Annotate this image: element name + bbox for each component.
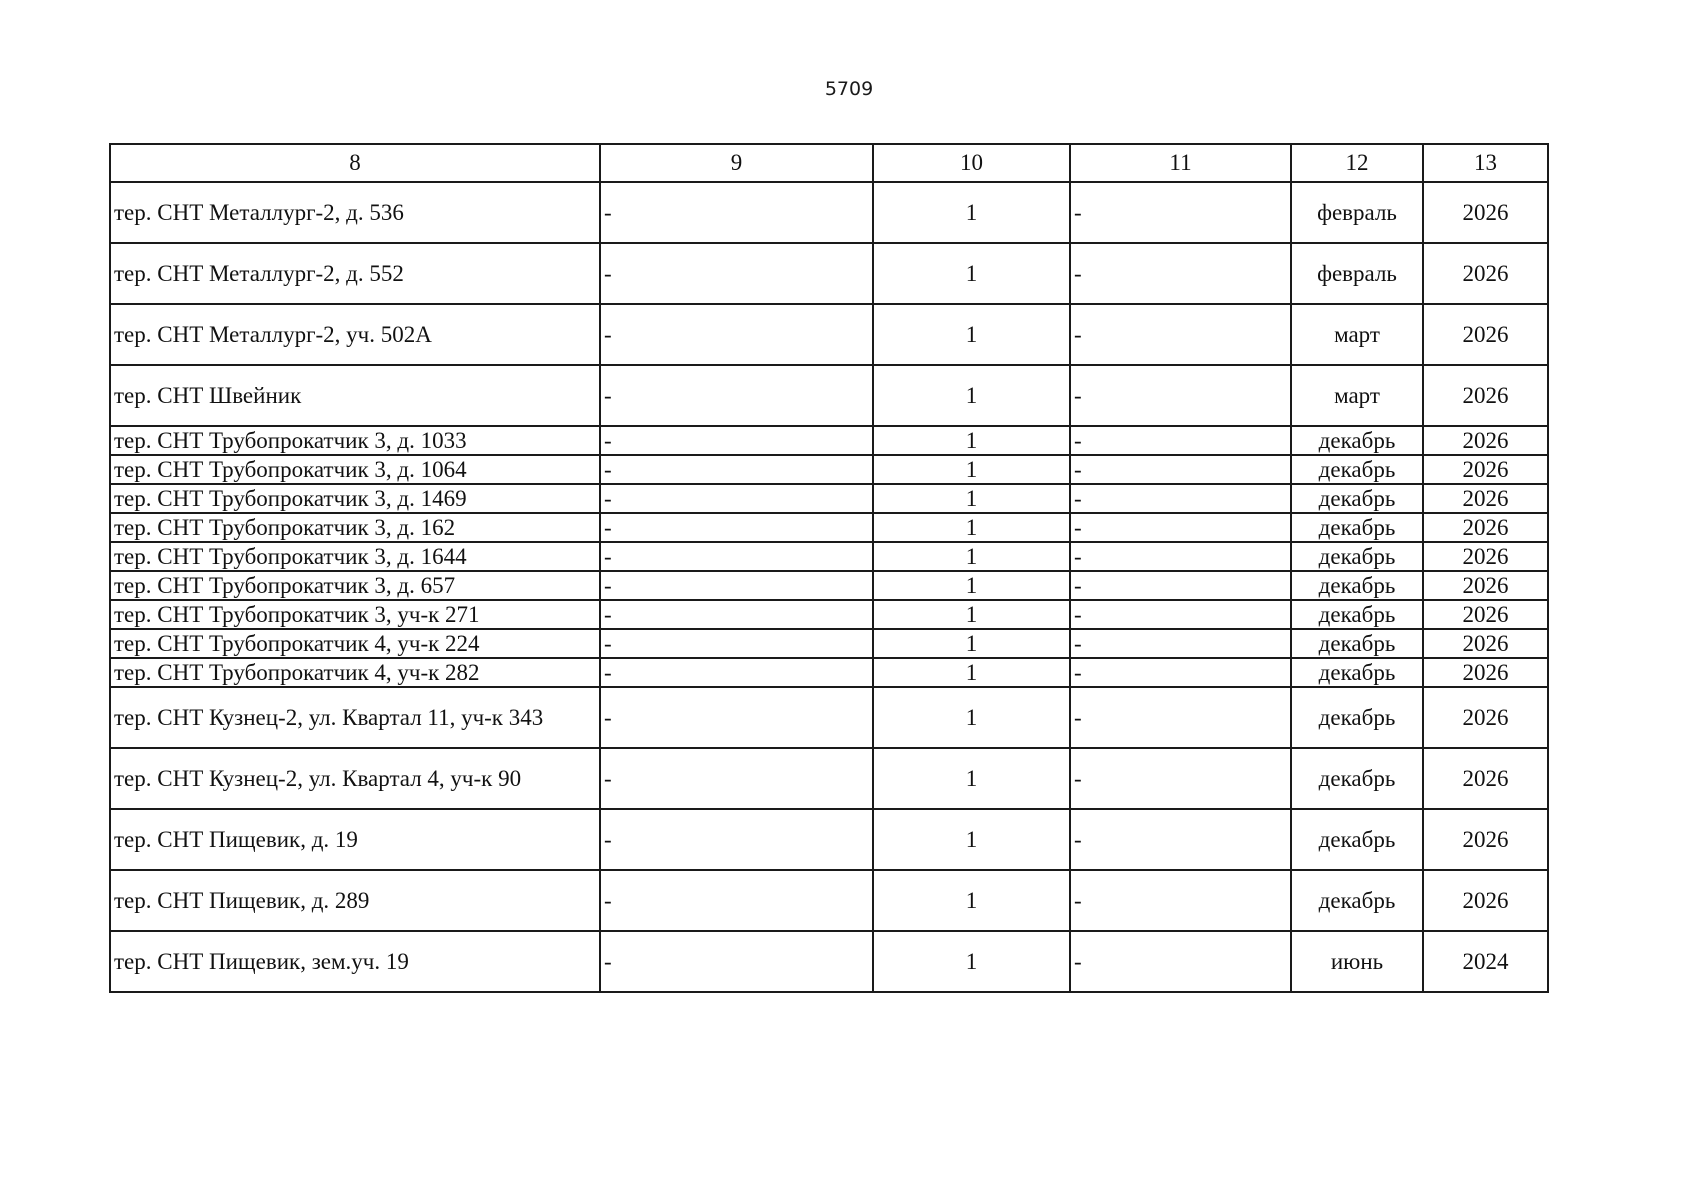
year-cell: 2026	[1423, 455, 1548, 484]
address-cell: тер. СНТ Швейник	[110, 365, 600, 426]
col11-cell: -	[1070, 748, 1291, 809]
table-row	[110, 931, 1548, 992]
quantity-cell: 1	[873, 182, 1070, 243]
quantity-cell: 1	[873, 687, 1070, 748]
quantity-cell: 1	[873, 809, 1070, 870]
col11-cell: -	[1070, 600, 1291, 629]
quantity-cell: 1	[873, 542, 1070, 571]
col9-cell: -	[600, 687, 873, 748]
quantity-cell: 1	[873, 484, 1070, 513]
month-cell: декабрь	[1291, 513, 1423, 542]
quantity-cell: 1	[873, 365, 1070, 426]
table-row	[110, 182, 1548, 243]
table-row	[110, 484, 1548, 513]
year-cell: 2026	[1423, 571, 1548, 600]
year-cell: 2026	[1423, 513, 1548, 542]
year-cell: 2026	[1423, 182, 1548, 243]
address-cell: тер. СНТ Пищевик, д. 289	[110, 870, 600, 931]
col9-cell: -	[600, 243, 873, 304]
month-cell: декабрь	[1291, 455, 1423, 484]
address-cell: тер. СНТ Кузнец-2, ул. Квартал 4, уч-к 90	[110, 748, 600, 809]
col11-cell: -	[1070, 426, 1291, 455]
col9-cell: -	[600, 571, 873, 600]
month-cell: декабрь	[1291, 658, 1423, 687]
table-row	[110, 455, 1548, 484]
month-cell: декабрь	[1291, 542, 1423, 571]
col9-cell: -	[600, 426, 873, 455]
table-row	[110, 870, 1548, 931]
month-cell: февраль	[1291, 243, 1423, 304]
col9-cell: -	[600, 809, 873, 870]
col11-cell: -	[1070, 542, 1291, 571]
col9-cell: -	[600, 658, 873, 687]
address-cell: тер. СНТ Трубопрокатчик 3, д. 1033	[110, 426, 600, 455]
col9-cell: -	[600, 542, 873, 571]
col9-cell: -	[600, 870, 873, 931]
year-cell: 2026	[1423, 426, 1548, 455]
header-col-11: 11	[1070, 144, 1291, 182]
year-cell: 2026	[1423, 870, 1548, 931]
table-row	[110, 629, 1548, 658]
schedule-table	[109, 143, 1549, 993]
table-row	[110, 809, 1548, 870]
month-cell: март	[1291, 365, 1423, 426]
year-cell: 2026	[1423, 365, 1548, 426]
month-cell: декабрь	[1291, 748, 1423, 809]
header-row	[110, 144, 1548, 182]
col9-cell: -	[600, 600, 873, 629]
col11-cell: -	[1070, 809, 1291, 870]
col11-cell: -	[1070, 931, 1291, 992]
quantity-cell: 1	[873, 426, 1070, 455]
table-row	[110, 542, 1548, 571]
year-cell: 2026	[1423, 243, 1548, 304]
month-cell: декабрь	[1291, 484, 1423, 513]
address-cell: тер. СНТ Трубопрокатчик 3, д. 1644	[110, 542, 600, 571]
table-row	[110, 600, 1548, 629]
year-cell: 2026	[1423, 542, 1548, 571]
month-cell: декабрь	[1291, 600, 1423, 629]
address-cell: тер. СНТ Металлург-2, д. 536	[110, 182, 600, 243]
quantity-cell: 1	[873, 658, 1070, 687]
address-cell: тер. СНТ Трубопрокатчик 3, д. 162	[110, 513, 600, 542]
address-cell: тер. СНТ Кузнец-2, ул. Квартал 11, уч-к 343	[110, 687, 600, 748]
col11-cell: -	[1070, 629, 1291, 658]
year-cell: 2026	[1423, 484, 1548, 513]
col11-cell: -	[1070, 455, 1291, 484]
col11-cell: -	[1070, 484, 1291, 513]
col11-cell: -	[1070, 687, 1291, 748]
quantity-cell: 1	[873, 870, 1070, 931]
header-col-12: 12	[1291, 144, 1423, 182]
year-cell: 2026	[1423, 809, 1548, 870]
quantity-cell: 1	[873, 571, 1070, 600]
address-cell: тер. СНТ Металлург-2, уч. 502А	[110, 304, 600, 365]
month-cell: декабрь	[1291, 571, 1423, 600]
table-row	[110, 365, 1548, 426]
quantity-cell: 1	[873, 455, 1070, 484]
month-cell: декабрь	[1291, 870, 1423, 931]
quantity-cell: 1	[873, 304, 1070, 365]
col11-cell: -	[1070, 304, 1291, 365]
month-cell: декабрь	[1291, 687, 1423, 748]
col9-cell: -	[600, 365, 873, 426]
col9-cell: -	[600, 304, 873, 365]
year-cell: 2024	[1423, 931, 1548, 992]
year-cell: 2026	[1423, 629, 1548, 658]
month-cell: декабрь	[1291, 809, 1423, 870]
col9-cell: -	[600, 513, 873, 542]
month-cell: июнь	[1291, 931, 1423, 992]
table-row	[110, 658, 1548, 687]
table-row	[110, 571, 1548, 600]
address-cell: тер. СНТ Трубопрокатчик 3, уч-к 271	[110, 600, 600, 629]
quantity-cell: 1	[873, 931, 1070, 992]
address-cell: тер. СНТ Трубопрокатчик 3, д. 1469	[110, 484, 600, 513]
table-row	[110, 243, 1548, 304]
month-cell: февраль	[1291, 182, 1423, 243]
header-col-9: 9	[600, 144, 873, 182]
address-cell: тер. СНТ Трубопрокатчик 4, уч-к 224	[110, 629, 600, 658]
col11-cell: -	[1070, 243, 1291, 304]
month-cell: декабрь	[1291, 426, 1423, 455]
col11-cell: -	[1070, 365, 1291, 426]
header-col-8: 8	[110, 144, 600, 182]
table-row	[110, 513, 1548, 542]
col11-cell: -	[1070, 658, 1291, 687]
address-cell: тер. СНТ Трубопрокатчик 3, д. 1064	[110, 455, 600, 484]
table-row	[110, 304, 1548, 365]
quantity-cell: 1	[873, 600, 1070, 629]
col11-cell: -	[1070, 513, 1291, 542]
address-cell: тер. СНТ Пищевик, зем.уч. 19	[110, 931, 600, 992]
table-row	[110, 687, 1548, 748]
col9-cell: -	[600, 182, 873, 243]
address-cell: тер. СНТ Трубопрокатчик 4, уч-к 282	[110, 658, 600, 687]
col9-cell: -	[600, 455, 873, 484]
header-col-10: 10	[873, 144, 1070, 182]
address-cell: тер. СНТ Пищевик, д. 19	[110, 809, 600, 870]
quantity-cell: 1	[873, 629, 1070, 658]
year-cell: 2026	[1423, 687, 1548, 748]
table-row	[110, 426, 1548, 455]
table-body	[110, 182, 1548, 992]
year-cell: 2026	[1423, 600, 1548, 629]
year-cell: 2026	[1423, 748, 1548, 809]
page-number: 5709	[824, 78, 874, 100]
year-cell: 2026	[1423, 304, 1548, 365]
col11-cell: -	[1070, 870, 1291, 931]
month-cell: март	[1291, 304, 1423, 365]
address-cell: тер. СНТ Трубопрокатчик 3, д. 657	[110, 571, 600, 600]
col9-cell: -	[600, 629, 873, 658]
month-cell: декабрь	[1291, 629, 1423, 658]
quantity-cell: 1	[873, 748, 1070, 809]
quantity-cell: 1	[873, 243, 1070, 304]
col11-cell: -	[1070, 182, 1291, 243]
col9-cell: -	[600, 484, 873, 513]
col11-cell: -	[1070, 571, 1291, 600]
col9-cell: -	[600, 931, 873, 992]
header-col-13: 13	[1423, 144, 1548, 182]
address-cell: тер. СНТ Металлург-2, д. 552	[110, 243, 600, 304]
quantity-cell: 1	[873, 513, 1070, 542]
col9-cell: -	[600, 748, 873, 809]
table-row	[110, 748, 1548, 809]
year-cell: 2026	[1423, 658, 1548, 687]
